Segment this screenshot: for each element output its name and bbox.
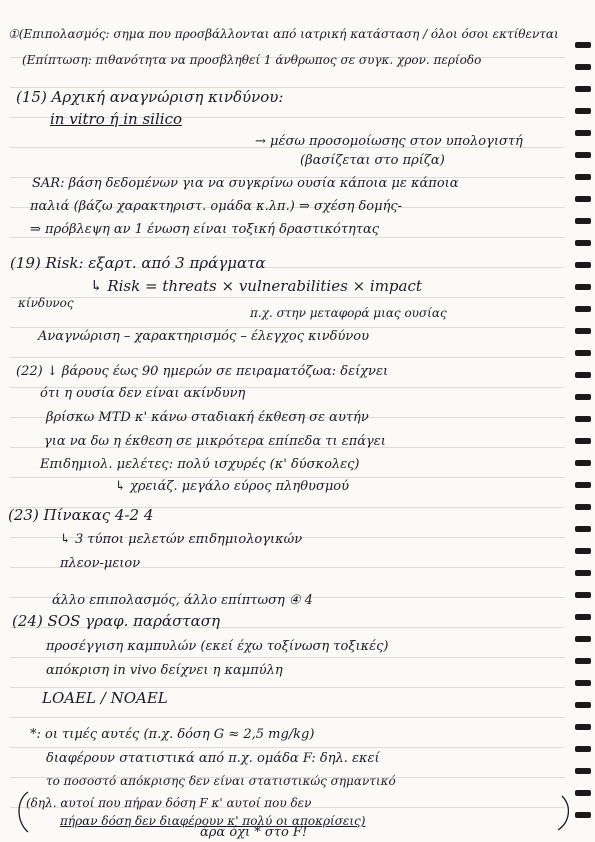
note-line: (δηλ. αυτοί που πήραν δόση F κ' αυτοί που δεν [26,796,312,810]
binding-ring [575,790,591,796]
note-line: πήραν δόση δεν διαφέρουν κ' πολύ οι αποκρίσεις) [60,814,366,828]
note-line: π.χ. στην μεταφορά μιας ουσίας [250,306,447,320]
formula: ↳ Risk = threats × vulnerabilities × impact [90,277,422,295]
note-line: πλεον-μειον [60,556,141,571]
note-line: το ποσοστό απόκρισης δεν είναι στατιστικώς σημαντικό [46,774,396,788]
note-line: Αναγνώριση – χαρακτηρισμός – έλεγχος κινδύνου [38,329,369,344]
binding-ring [575,416,591,422]
note-line: Επιδημιολ. μελέτες: πολύ ισχυρές (κ' δύσκολες) [40,457,360,472]
binding-ring [575,460,591,466]
binding-ring [575,152,591,158]
note-line: παλιά (βάζω χαρακτηριστ. ομάδα κ.λπ.) ⇒ σχέση δομής- [30,199,403,214]
ruled-line [10,687,565,688]
binding-ring [575,42,591,48]
ruled-line [10,747,565,748]
note-line: (βασίζεται στο πρίζα) [300,153,445,168]
binding-ring [575,482,591,488]
binding-ring [575,350,591,356]
binding-ring [575,504,591,510]
note-line: απόκριση in vivo δείχνει η καμπύλη [46,663,283,678]
binding-ring [575,592,591,598]
note-line: LOAEL / NOAEL [42,689,168,707]
binding-ring [575,526,591,532]
binding-ring [575,262,591,268]
section-heading: (24) SOS γραφ. παράσταση [12,612,220,630]
note-line: (Επίπτωση: πιθανότητα να προσβληθεί 1 άνθρωπος σε συγκ. χρον. περίοδο [22,53,482,67]
binding-ring [575,284,591,290]
note-line: βρίσκω MTD κ' κάνω σταδιακή έκθεση σε αυτήν [46,410,369,425]
binding-ring [575,438,591,444]
ruled-line [10,237,565,238]
binding-ring [575,702,591,708]
note-line: άλλο επιπολασμός, άλλο επίπτωση ④ 4 [52,593,313,608]
binding-ring [575,658,591,664]
note-line: *: οι τιμές αυτές (π.χ. δόση G ≈ 2,5 mg/kg) [30,727,315,742]
note-line: άρα όχι * στο F! [200,825,308,840]
ruled-line [10,657,565,658]
ruled-line [10,717,565,718]
ruled-line [10,477,565,478]
binding-ring [575,394,591,400]
note-line: → μέσω προσομοίωσης στον υπολογιστή [255,134,523,149]
note-line: SAR: βάση δεδομένων για να συγκρίνω ουσία κάποια με κάποια [32,176,459,191]
binding-ring [575,218,591,224]
binding-ring [575,812,591,818]
binding-ring [575,306,591,312]
binding-ring [575,240,591,246]
binding-ring [575,130,591,136]
spiral-binding [567,0,595,842]
ruled-line [10,297,565,298]
binding-ring [575,746,591,752]
binding-ring [575,108,591,114]
section-heading: (15) Αρχική αναγνώριση κινδύνου: [16,88,284,106]
note-line: διαφέρουν στατιστικά από π.χ. ομάδα F: δηλ. εκεί [46,751,380,766]
note-line: ότι η ουσία δεν είναι ακίνδυνη [40,386,246,401]
section-heading: (19) Risk: εξαρτ. από 3 πράγματα [10,254,266,272]
binding-ring [575,768,591,774]
binding-ring [575,680,591,686]
note-line: για να δω η έκθεση σε μικρότερα επίπεδα τι επάγει [44,434,386,449]
note-line: ↳ 3 τύποι μελετών επιδημιολογικών [60,532,303,547]
binding-ring [575,724,591,730]
ruled-line [10,327,565,328]
section-heading: (23) Πίνακας 4-2 4 [8,506,154,524]
binding-ring [575,548,591,554]
binding-ring [575,636,591,642]
note-line: ①(Επιπολασμός: σημα που προσβάλλονται από ιατρική κατάσταση / όλοι όσοι εκτίθενται [8,27,559,41]
binding-ring [575,64,591,70]
binding-ring [575,614,591,620]
note-line: in vitro ή in silico [50,110,182,128]
section-heading: (22) ↓ βάρους έως 90 ημερών σε πειραματόζωα: δείχνει [16,364,389,379]
ruled-line [10,357,565,358]
note-line: ↳ χρειάζ. μεγάλο εύρος πληθυσμού [115,479,349,494]
binding-ring [575,86,591,92]
note-line: προσέγγιση καμπυλών (εκεί έχω τοξίνωση τοξικές) [46,639,389,654]
binding-ring [575,570,591,576]
note-line: κίνδυνος [18,296,74,310]
binding-ring [575,328,591,334]
binding-ring [575,174,591,180]
binding-ring [575,372,591,378]
note-line: ⇒ πρόβλεψη αν 1 ένωση είναι τοξική δραστικότητας [30,222,380,237]
binding-ring [575,196,591,202]
bracket-outline [14,788,574,838]
